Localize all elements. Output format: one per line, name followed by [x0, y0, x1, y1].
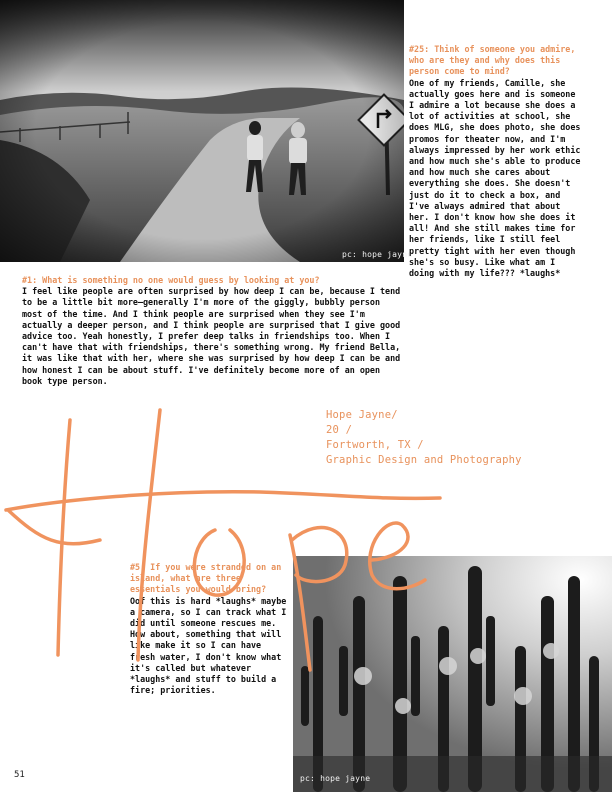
- q1-question: #1: What is something no one would guess by looking at you?: [22, 275, 320, 285]
- q25-question: #25: Think of someone you admire, who are they and why does this person come to mind?: [409, 44, 576, 77]
- bio-age: 20 /: [326, 424, 353, 436]
- bio-major: Graphic Design and Photography: [326, 454, 522, 466]
- top-photo: [0, 0, 404, 262]
- bottom-photo: [293, 556, 612, 792]
- q5-answer: Oof this is hard *laughs* maybe a camera, so I can track what I did until someone rescues me. How about, something that will like make it so I can have fresh water, I don't know what it's called but whatever *laughs* and stuff to build a fire; priorities.: [130, 595, 287, 696]
- q5-block: [130, 562, 290, 696]
- q5-question: #5: If you were stranded on an island, what are three essentials you would bring?: [130, 562, 282, 595]
- q25-block: [409, 44, 584, 279]
- bio-block: [326, 408, 586, 468]
- q1-block: [22, 275, 402, 387]
- bio-location: Fortworth, TX /: [326, 439, 424, 451]
- q25-answer: One of my friends, Camille, she actually goes here and is someone I admire a lot because she does a lot of activities at school, she does MLG, she does photo, she does promos for theater now, and I'm always impressed by her work ethic and how much she's able to produce and how much she cares about everything she does. She doesn't just do it to check a box, and I've always admired that about her. I don't know how she does it all! And she still makes time for her friends, like I still feel pretty tight with her even though she's so busy. Like what am I doing with my life??? *laughs*: [409, 77, 581, 279]
- page-number: 51: [14, 770, 25, 780]
- bottom-photo-credit: pc: hope jayne: [300, 774, 371, 783]
- q1-answer: I feel like people are often surprised by how deep I can be, because I tend to be a little bit more—generally I'm more of the giggly, bubbly person most of the time. And I think people are surprised when they see I'm actually a deeper person, and I think people are surprised that I give good advice too. Yeah honestly, I prefer deep talks in friendships too. When I can't have that with friendships, there's something wrong. My friend Bella, it was like that with her, where she was surprised by how deep I can be and how honest I can be about stuff. I've definitely become more of an open book type person.: [22, 286, 401, 386]
- bio-name: Hope Jayne/: [326, 409, 398, 421]
- top-photo-credit: pc: hope jayne: [342, 250, 413, 259]
